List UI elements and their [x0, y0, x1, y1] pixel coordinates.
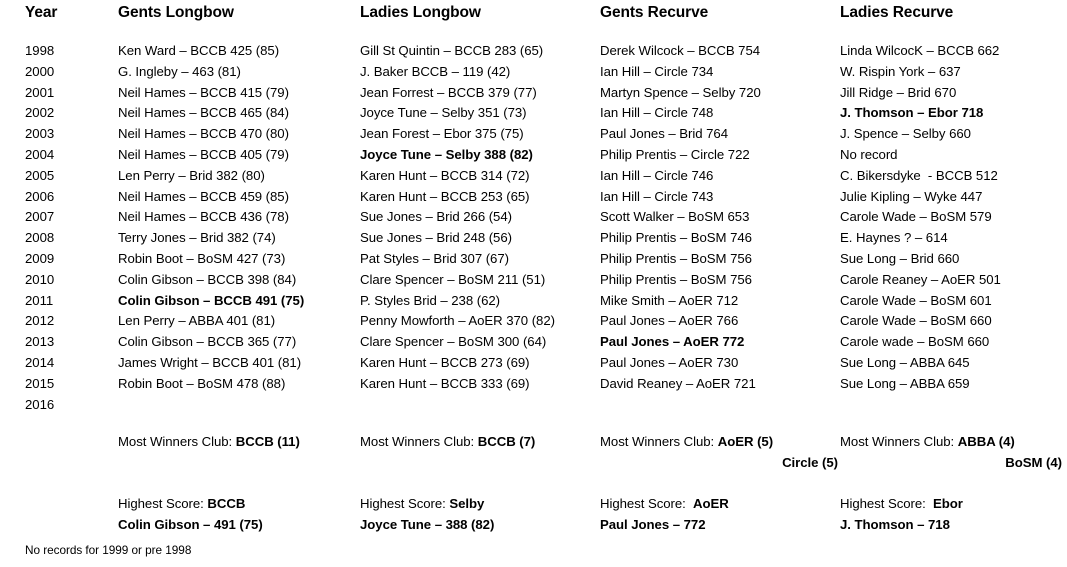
ladies-longbow-cell: Jean Forrest – BCCB 379 (77)	[360, 84, 537, 100]
ladies-longbow-cell: Karen Hunt – BCCB 253 (65)	[360, 188, 530, 204]
highest-score-label: Highest Score:	[360, 496, 450, 511]
year-cell: 2012	[25, 313, 55, 329]
highest-score-detail: Paul Jones – 772	[600, 516, 706, 532]
highest-score-club: BCCB	[207, 496, 246, 511]
gents-longbow-cell: Neil Hames – BCCB 459 (85)	[118, 188, 289, 204]
ladies-recurve-cell: Carole wade – BoSM 660	[840, 334, 990, 350]
ladies-longbow-cell: P. Styles Brid – 238 (62)	[360, 292, 500, 308]
most-winners-line	[360, 432, 598, 453]
highest-score-label: Highest Score:	[118, 496, 208, 511]
ladies-recurve-cell: E. Haynes ? – 614	[840, 230, 948, 246]
ladies-recurve-cell: J. Thomson – Ebor 718	[840, 105, 984, 121]
ladies-longbow-cell: Penny Mowforth – AoER 370 (82)	[360, 313, 555, 329]
year-cell: 2002	[25, 105, 55, 121]
highest-score-detail: J. Thomson – 718	[840, 516, 950, 532]
year-cell: 2001	[25, 84, 55, 100]
most-winners-line	[600, 432, 838, 453]
summary-highest-score-ladies-recurve	[840, 494, 1062, 536]
year-cell: 2005	[25, 167, 55, 183]
ladies-recurve-cell: W. Rispin York – 637	[840, 63, 961, 79]
ladies-recurve-cell: C. Bikersdyke - BCCB 512	[840, 167, 998, 183]
ladies-recurve-cell: Sue Long – ABBA 645	[840, 354, 970, 370]
gents-longbow-cell: Colin Gibson – BCCB 365 (77)	[118, 334, 297, 350]
year-cell: 2009	[25, 250, 55, 266]
most-winners-extra-line	[600, 453, 838, 474]
ladies-recurve-cell: Carole Reaney – AoER 501	[840, 271, 1001, 287]
most-winners-label: Most Winners Club:	[118, 434, 236, 449]
ladies-longbow-rows	[360, 41, 598, 415]
ladies-recurve-cell: Sue Long – Brid 660	[840, 250, 960, 266]
year-rows	[25, 41, 115, 415]
year-cell: 2008	[25, 230, 55, 246]
most-winners-label: Most Winners Club:	[600, 434, 718, 449]
gents-recurve-cell: Scott Walker – BoSM 653	[600, 209, 750, 225]
summary-most-winners-ladies-recurve	[840, 432, 1062, 474]
gents-recurve-cell: Ian Hill – Circle 743	[600, 188, 714, 204]
ladies-longbow-cell: Joyce Tune – Selby 351 (73)	[360, 105, 527, 121]
gents-longbow-cell	[118, 395, 358, 416]
year-cell: 2003	[25, 126, 55, 142]
gents-longbow-cell: G. Ingleby – 463 (81)	[118, 63, 241, 79]
gents-longbow-rows	[118, 41, 358, 415]
ladies-longbow-cell: Karen Hunt – BCCB 333 (69)	[360, 375, 530, 391]
ladies-recurve-cell: Linda WilcocK – BCCB 662	[840, 43, 1000, 58]
gents-recurve-cell: Philip Prentis – BoSM 756	[600, 250, 752, 266]
gents-recurve-cell: Ian Hill – Circle 748	[600, 105, 714, 121]
ladies-longbow-cell: Clare Spencer – BoSM 211 (51)	[360, 271, 546, 287]
ladies-recurve-cell: J. Spence – Selby 660	[840, 126, 971, 142]
summary-highest-score-gents-recurve	[600, 494, 838, 536]
gents-longbow-cell: Len Perry – ABBA 401 (81)	[118, 313, 276, 329]
gents-recurve-cell: David Reaney – AoER 721	[600, 375, 756, 391]
most-winners-label: Most Winners Club:	[360, 434, 478, 449]
highest-score-line	[840, 494, 1062, 515]
ladies-longbow-cell: J. Baker BCCB – 119 (42)	[360, 63, 511, 79]
highest-score-label: Highest Score:	[600, 496, 694, 511]
most-winners-value: BCCB (11)	[235, 434, 300, 449]
most-winners-line	[840, 432, 1062, 453]
summary-most-winners-gents-longbow	[118, 432, 358, 453]
summary-highest-score-gents-longbow	[118, 494, 358, 536]
highest-score-detail: Joyce Tune – 388 (82)	[360, 516, 495, 532]
gents-recurve-cell: Paul Jones – Brid 764	[600, 126, 728, 142]
gents-longbow-cell: Neil Hames – BCCB 470 (80)	[118, 126, 289, 142]
year-cell: 2010	[25, 271, 55, 287]
year-cell: 1998	[25, 43, 55, 58]
ladies-longbow-cell	[360, 395, 598, 416]
gents-recurve-cell: Paul Jones – AoER 772	[600, 334, 745, 350]
ladies-recurve-rows	[840, 41, 1062, 415]
highest-score-label: Highest Score:	[840, 496, 934, 511]
header-ladies-recurve: Ladies Recurve	[840, 4, 954, 21]
ladies-recurve-cell: Julie Kipling – Wyke 447	[840, 188, 983, 204]
gents-longbow-cell: Colin Gibson – BCCB 398 (84)	[118, 271, 297, 287]
header-ladies-longbow: Ladies Longbow	[360, 4, 481, 21]
year-cell: 2007	[25, 209, 55, 225]
ladies-recurve-cell: Carole Wade – BoSM 579	[840, 209, 992, 225]
gents-recurve-cell: Ian Hill – Circle 746	[600, 167, 714, 183]
gents-recurve-rows	[600, 41, 838, 415]
most-winners-extra-value: Circle (5)	[782, 454, 838, 470]
gents-longbow-cell: Neil Hames – BCCB 415 (79)	[118, 84, 289, 100]
gents-recurve-cell: Derek Wilcock – BCCB 754	[600, 43, 761, 58]
year-cell: 2015	[25, 375, 55, 391]
highest-score-club: AoER	[693, 496, 729, 511]
highest-score-club: Selby	[449, 496, 485, 511]
gents-recurve-cell: Paul Jones – AoER 766	[600, 313, 739, 329]
ladies-longbow-cell: Joyce Tune – Selby 388 (82)	[360, 146, 533, 162]
ladies-longbow-cell: Karen Hunt – BCCB 314 (72)	[360, 167, 530, 183]
gents-longbow-cell: Neil Hames – BCCB 436 (78)	[118, 209, 289, 225]
most-winners-value: AoER (5)	[717, 434, 774, 449]
ladies-longbow-cell: Sue Jones – Brid 266 (54)	[360, 209, 512, 225]
most-winners-extra-value: BoSM (4)	[1005, 454, 1062, 470]
ladies-recurve-cell: Carole Wade – BoSM 660	[840, 313, 992, 329]
gents-longbow-cell: James Wright – BCCB 401 (81)	[118, 354, 302, 370]
highest-score-club: Ebor	[933, 496, 963, 511]
ladies-recurve-cell: Carole Wade – BoSM 601	[840, 292, 992, 308]
gents-recurve-cell: Martyn Spence – Selby 720	[600, 84, 761, 100]
most-winners-label: Most Winners Club:	[840, 434, 958, 449]
ladies-longbow-cell: Karen Hunt – BCCB 273 (69)	[360, 354, 530, 370]
ladies-recurve-cell: Jill Ridge – Brid 670	[840, 84, 957, 100]
ladies-longbow-cell: Gill St Quintin – BCCB 283 (65)	[360, 43, 544, 58]
gents-recurve-cell: Philip Prentis – BoSM 746	[600, 230, 752, 246]
header-gents-recurve: Gents Recurve	[600, 4, 709, 21]
summary-most-winners-gents-recurve	[600, 432, 838, 474]
ladies-longbow-cell: Pat Styles – Brid 307 (67)	[360, 250, 509, 266]
ladies-longbow-cell: Sue Jones – Brid 248 (56)	[360, 230, 512, 246]
highest-score-line	[360, 494, 598, 515]
gents-longbow-cell: Ken Ward – BCCB 425 (85)	[118, 43, 280, 58]
gents-longbow-cell: Colin Gibson – BCCB 491 (75)	[118, 292, 305, 308]
most-winners-value: BCCB (7)	[477, 434, 536, 449]
most-winners-line	[118, 432, 358, 453]
gents-recurve-cell: Philip Prentis – BoSM 756	[600, 271, 752, 287]
most-winners-extra-line	[840, 453, 1062, 474]
gents-longbow-cell: Robin Boot – BoSM 427 (73)	[118, 250, 286, 266]
year-cell: 2014	[25, 354, 55, 370]
gents-longbow-cell: Robin Boot – BoSM 478 (88)	[118, 375, 286, 391]
summary-highest-score-ladies-longbow	[360, 494, 598, 536]
ladies-longbow-cell: Clare Spencer – BoSM 300 (64)	[360, 334, 547, 350]
year-cell: 2016	[25, 396, 55, 412]
header-year: Year	[25, 4, 58, 21]
summary-most-winners-ladies-longbow	[360, 432, 598, 453]
most-winners-value: ABBA (4)	[957, 434, 1015, 449]
year-cell: 2004	[25, 146, 55, 162]
gents-recurve-cell: Mike Smith – AoER 712	[600, 292, 739, 308]
ladies-recurve-cell: Sue Long – ABBA 659	[840, 375, 970, 391]
year-cell: 2000	[25, 63, 55, 79]
year-cell: 2011	[25, 292, 54, 308]
ladies-recurve-cell	[840, 395, 1062, 416]
ladies-recurve-cell: No record	[840, 146, 898, 162]
highest-score-line	[118, 494, 358, 515]
header-gents-longbow: Gents Longbow	[118, 4, 234, 21]
gents-longbow-cell: Neil Hames – BCCB 465 (84)	[118, 105, 289, 121]
year-cell: 2013	[25, 334, 55, 350]
gents-recurve-cell: Philip Prentis – Circle 722	[600, 146, 750, 162]
footnote: No records for 1999 or pre 1998	[25, 543, 192, 557]
highest-score-detail: Colin Gibson – 491 (75)	[118, 516, 263, 532]
highest-score-line	[600, 494, 838, 515]
gents-recurve-cell: Paul Jones – AoER 730	[600, 354, 739, 370]
gents-recurve-cell	[600, 395, 838, 416]
ladies-longbow-cell: Jean Forest – Ebor 375 (75)	[360, 126, 524, 142]
year-cell: 2006	[25, 188, 55, 204]
gents-longbow-cell: Len Perry – Brid 382 (80)	[118, 167, 265, 183]
gents-longbow-cell: Neil Hames – BCCB 405 (79)	[118, 146, 289, 162]
gents-recurve-cell: Ian Hill – Circle 734	[600, 63, 714, 79]
gents-longbow-cell: Terry Jones – Brid 382 (74)	[118, 230, 276, 246]
